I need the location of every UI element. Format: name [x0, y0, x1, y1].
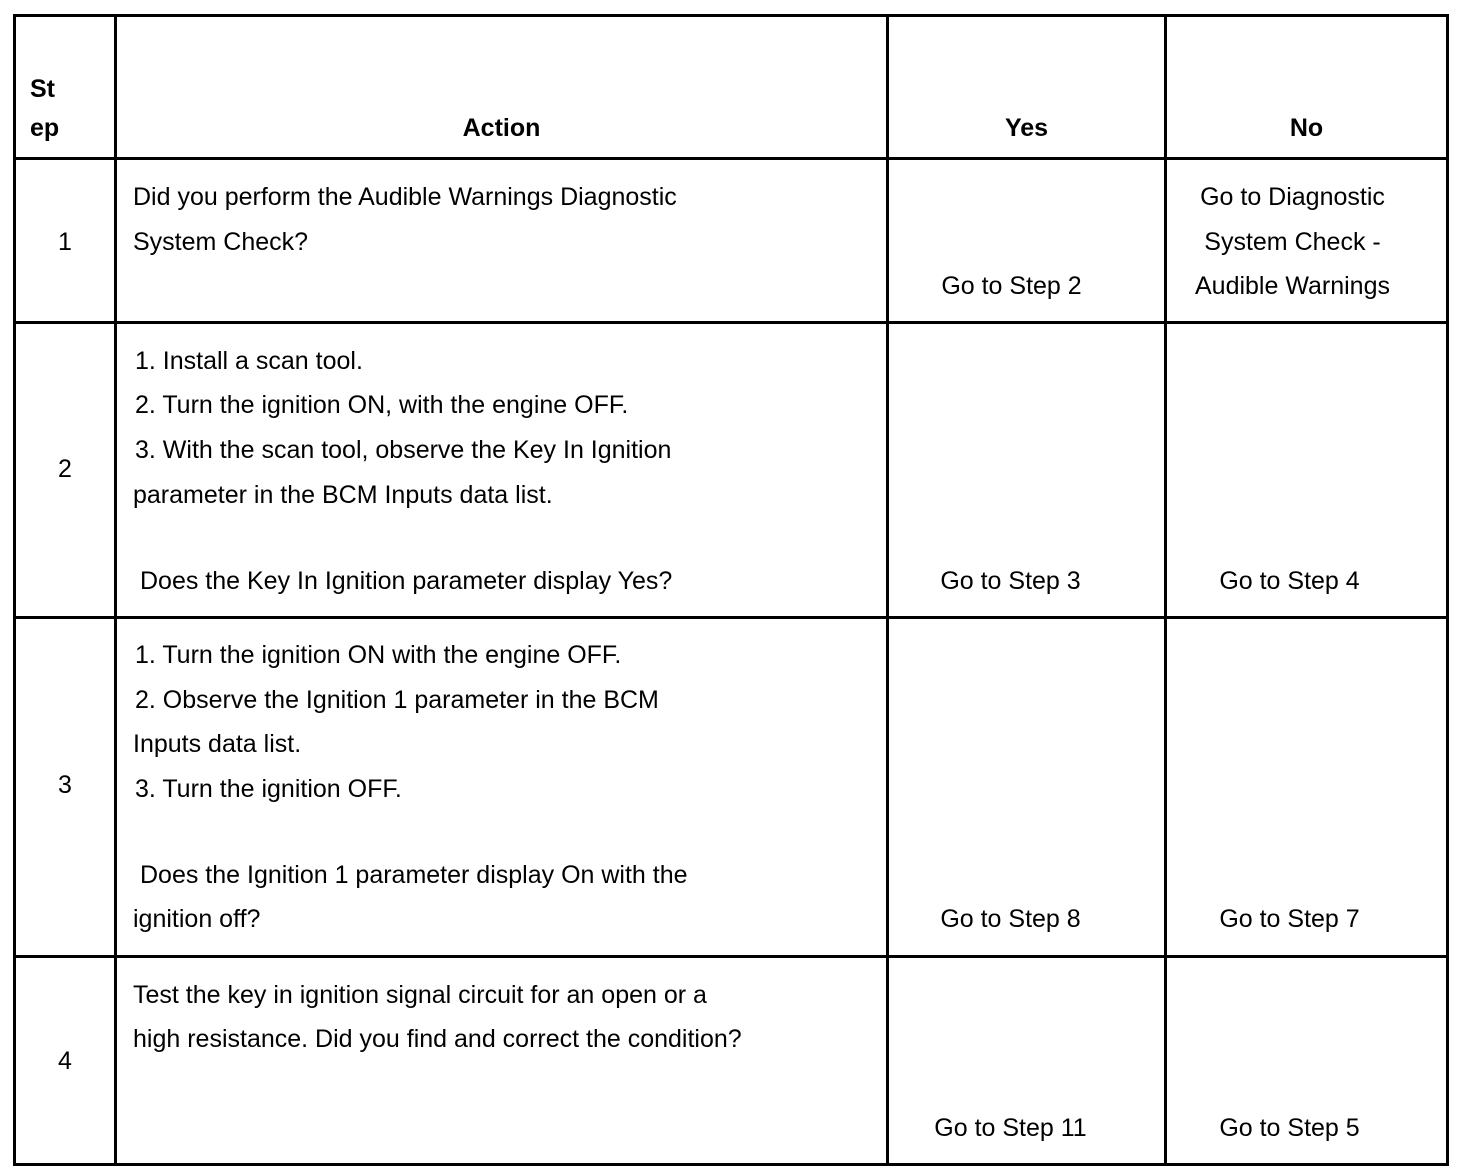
step-number: 3: [58, 771, 72, 799]
rule-right: [1446, 14, 1449, 1166]
header-yes: Yes: [1004, 114, 1049, 142]
rule-bottom: [13, 1163, 1449, 1166]
question-text: ignition off?: [133, 905, 261, 933]
yes-result: Go to Step 11: [934, 1114, 1087, 1142]
action-text: 1. Turn the ignition ON with the engine OFF.: [135, 641, 622, 669]
question-text: Does the Ignition 1 parameter display On with the: [140, 861, 688, 889]
action-text: 3. Turn the ignition OFF.: [135, 775, 402, 803]
rule-row1: [13, 321, 1449, 324]
yes-result: Go to Step 3: [940, 567, 1081, 595]
rule-top: [13, 14, 1449, 17]
yes-result: Go to Step 2: [941, 272, 1082, 300]
action-text: Did you perform the Audible Warnings Diagnostic: [133, 183, 677, 211]
rule-row3: [13, 955, 1449, 958]
step-number: 4: [58, 1047, 72, 1075]
header-step-line2: ep: [30, 114, 60, 142]
no-result: System Check -: [1204, 228, 1381, 256]
action-text: 2. Observe the Ignition 1 parameter in the BCM: [135, 686, 659, 714]
header-step-line1: St: [30, 75, 55, 103]
yes-result: Go to Step 8: [940, 905, 1081, 933]
rule-left: [13, 14, 16, 1166]
rule-header: [13, 157, 1449, 160]
no-result: Go to Step 5: [1219, 1114, 1360, 1142]
action-text: Test the key in ignition signal circuit for an open or a: [133, 981, 707, 1009]
no-result: Go to Step 7: [1219, 905, 1360, 933]
header-action: Action: [462, 114, 541, 142]
no-result: Go to Diagnostic: [1200, 183, 1385, 211]
header-no: No: [1289, 114, 1324, 142]
action-text: 3. With the scan tool, observe the Key In Ignition: [135, 436, 672, 464]
step-number: 1: [58, 228, 72, 256]
action-text: System Check?: [133, 228, 309, 256]
action-text: parameter in the BCM Inputs data list.: [133, 481, 553, 509]
action-text: high resistance. Did you find and correct the condition?: [133, 1025, 742, 1053]
step-number: 2: [58, 455, 72, 483]
rule-row2: [13, 616, 1449, 619]
diagnostic-table: [13, 14, 1449, 1166]
rule-step: [114, 14, 117, 1166]
no-result: Audible Warnings: [1194, 272, 1390, 300]
action-text: 1. Install a scan tool.: [135, 347, 363, 375]
action-text: 2. Turn the ignition ON, with the engine OFF.: [135, 391, 629, 419]
action-text: Inputs data list.: [133, 730, 302, 758]
question-text: Does the Key In Ignition parameter display Yes?: [140, 567, 673, 595]
no-result: Go to Step 4: [1219, 567, 1360, 595]
